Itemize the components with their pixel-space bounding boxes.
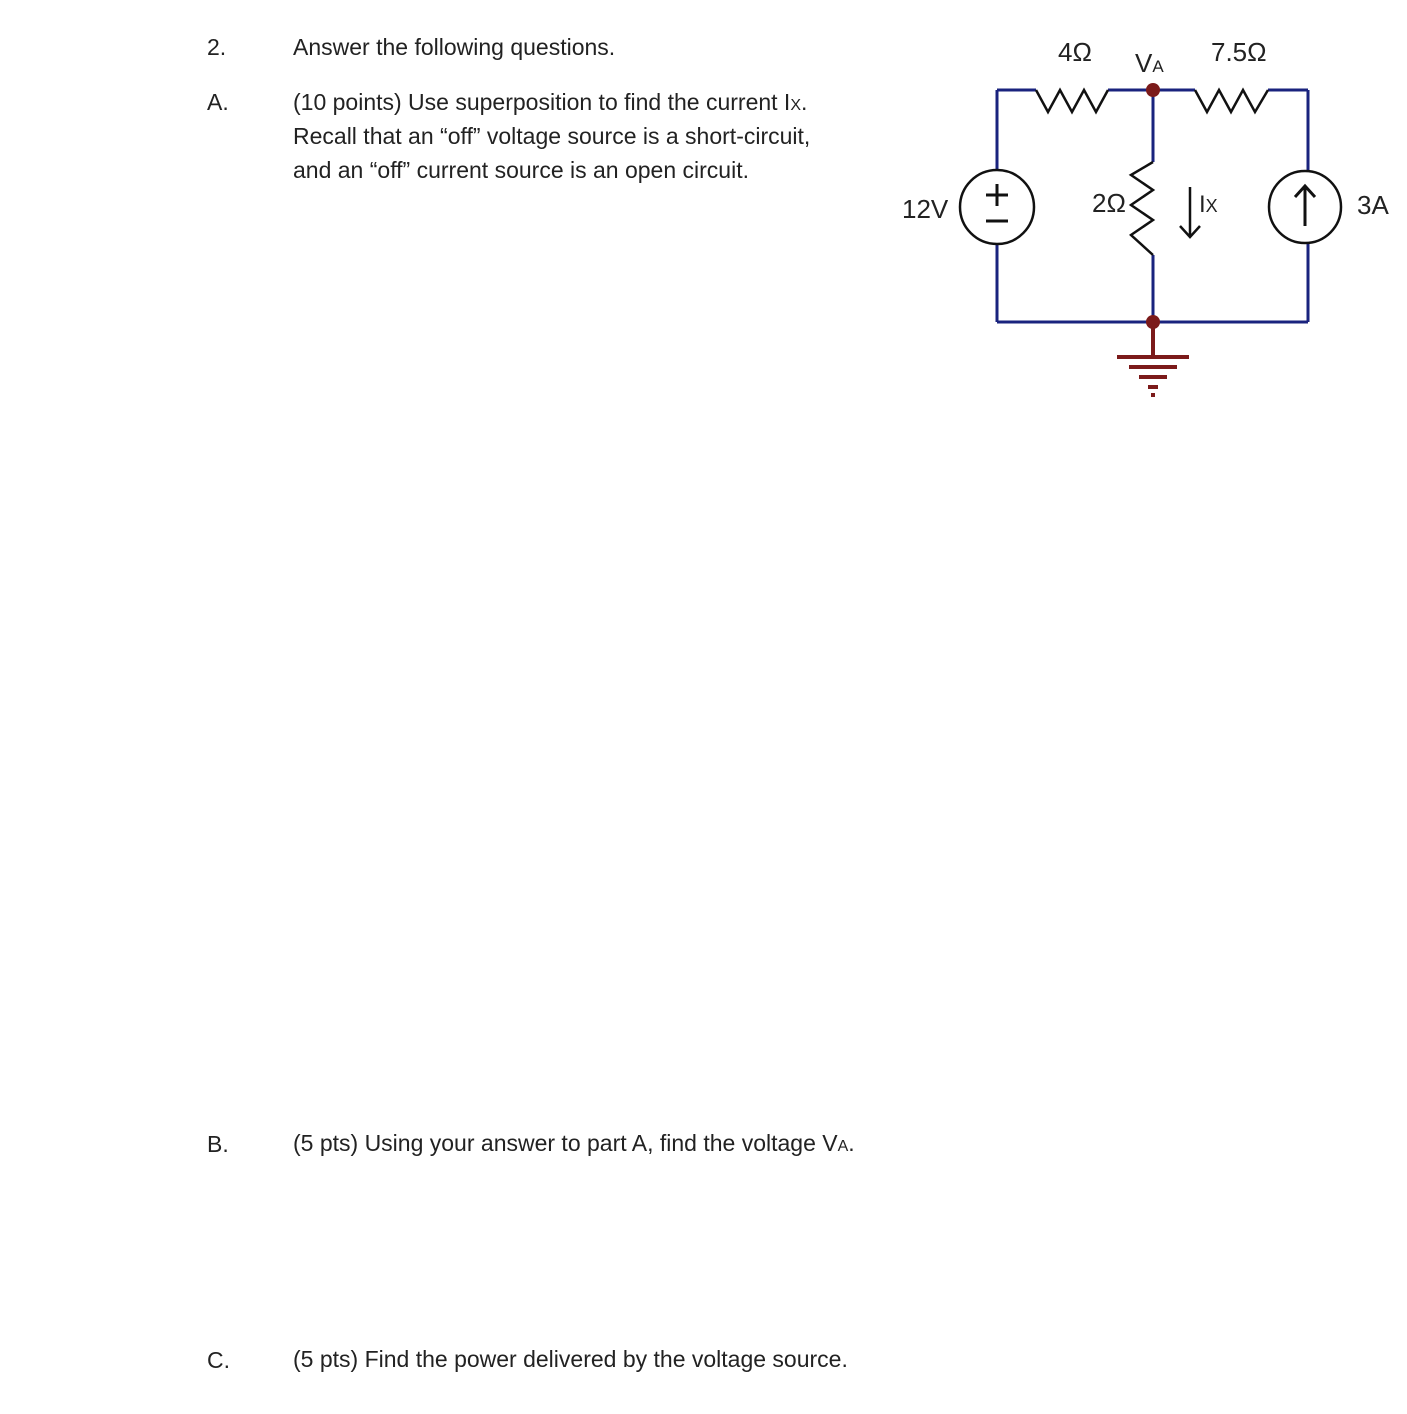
part-a-line-1-end: . — [801, 89, 808, 115]
node-ground-dot — [1146, 315, 1160, 329]
voltage-source-12v — [960, 170, 1034, 244]
part-b-voltage-subscript: A — [837, 1138, 849, 1155]
current-source-3a — [1269, 171, 1341, 243]
resistor-4-ohm — [1036, 90, 1108, 112]
part-b-end: . — [848, 1130, 855, 1156]
resistor-2-ohm — [1131, 162, 1153, 255]
part-c-letter: C. — [207, 1347, 230, 1373]
node-va-main: V — [1135, 48, 1153, 78]
resistor-4-ohm-label: 4Ω — [1058, 37, 1092, 67]
node-va-label — [1135, 48, 1164, 78]
part-a-letter: A. — [207, 89, 229, 115]
resistor-7-5-ohm — [1195, 90, 1268, 112]
current-ix-main: I — [1199, 191, 1206, 218]
problem-intro: Answer the following questions. — [293, 34, 616, 60]
voltage-source-label: 12V — [902, 194, 949, 224]
part-b-letter: B. — [207, 1131, 229, 1157]
part-a-line-1-text: (10 points) Use superposition to find the current I — [293, 89, 791, 115]
part-b-text-line — [293, 1126, 855, 1165]
part-b-text: (5 pts) Using your answer to part A, find the voltage V — [293, 1130, 838, 1156]
part-a-line-3: and an “off” current source is an open circuit. — [293, 157, 749, 183]
current-ix-arrow-icon — [1180, 187, 1200, 237]
part-a-current-subscript: X — [790, 97, 801, 114]
resistor-7-5-ohm-label: 7.5Ω — [1211, 37, 1267, 67]
resistor-2-ohm-label: 2Ω — [1092, 188, 1126, 218]
circuit-diagram — [0, 0, 1407, 420]
current-source-label: 3A — [1357, 190, 1389, 220]
part-c-text: (5 pts) Find the power delivered by the voltage source. — [293, 1346, 848, 1372]
node-va-subscript: A — [1152, 57, 1164, 76]
ground-icon — [1117, 322, 1189, 395]
part-a-line-2: Recall that an “off” voltage source is a short-circuit, — [293, 123, 811, 149]
problem-number: 2. — [207, 34, 227, 60]
node-va-dot — [1146, 83, 1160, 97]
current-ix-subscript: X — [1205, 196, 1218, 216]
current-ix-label — [1199, 191, 1218, 218]
